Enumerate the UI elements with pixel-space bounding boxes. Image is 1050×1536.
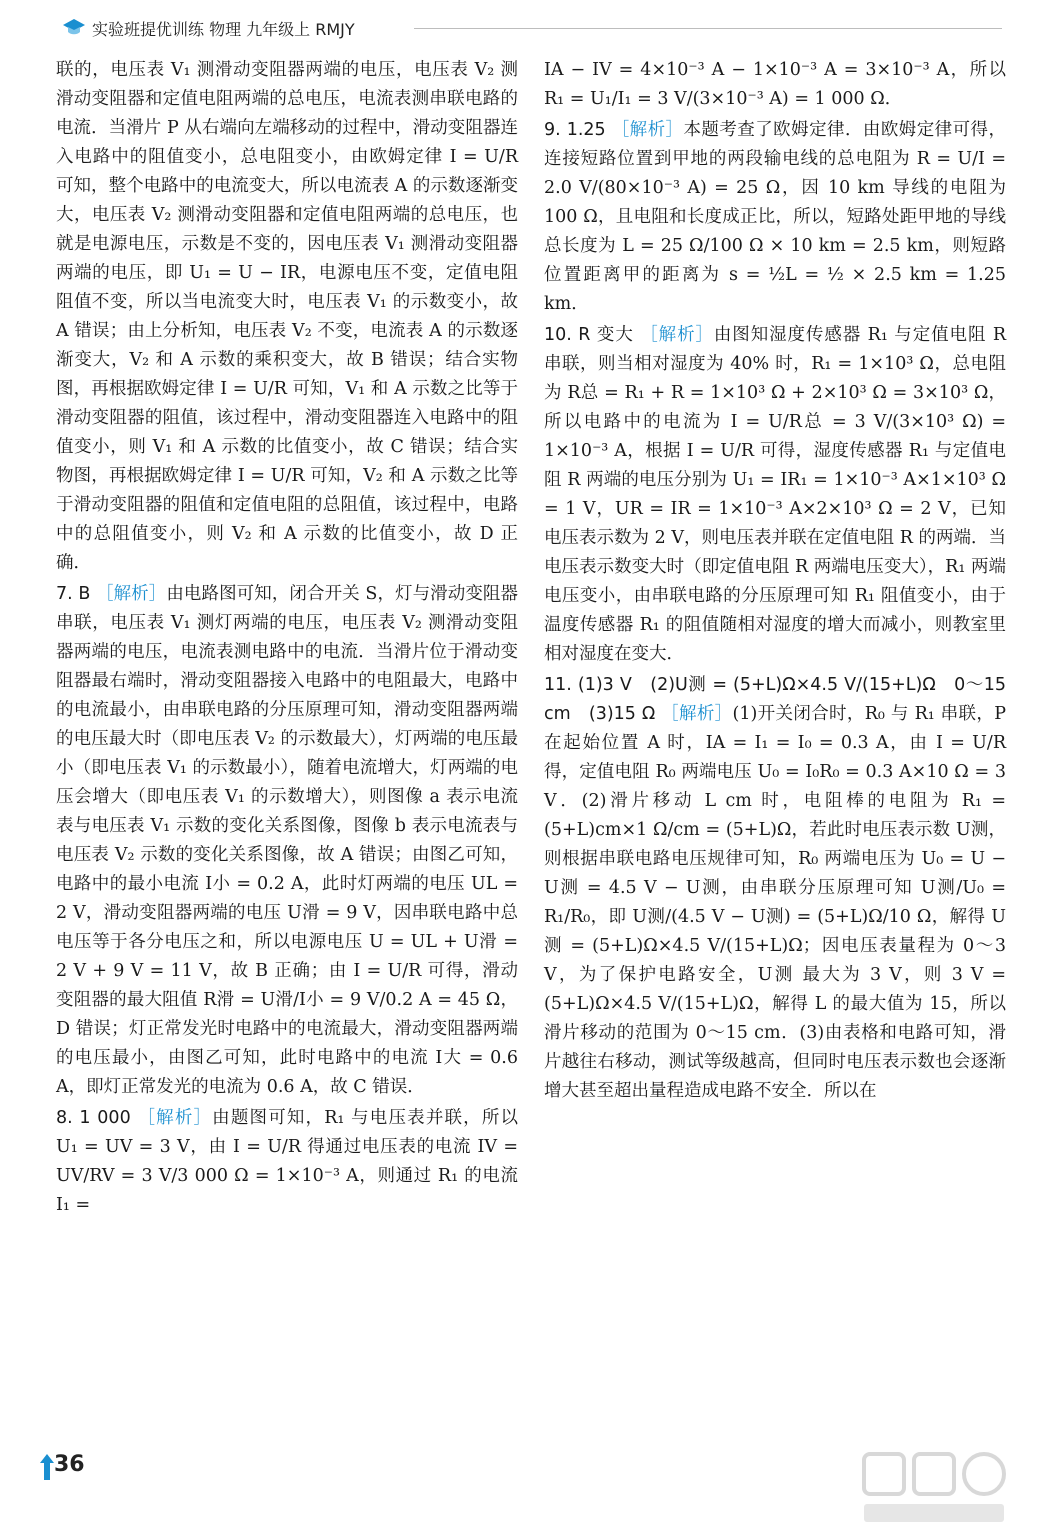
answer-text: 本题考查了欧姆定律．由欧姆定律可得，连接短路位置到甲地的两段输电线的总电阻为 R = U/I = 2.0 V/(80×10⁻³ A) = 25 Ω，因 10 km 导线的电阻为 100 Ω，且电阻和长度成正比，所以，短路处距甲地的导线总长度为 L = 25 Ω/100 Ω × 10 km = 2.5 km，则短路位置距离甲的距离为 s = ½L = ½ × 2.5 km = 1.25 km．: [544, 120, 1006, 314]
header-rule: [414, 28, 1002, 29]
analysis-tag: ［解析］: [137, 1108, 213, 1128]
answer-number: 8. 1 000: [56, 1108, 131, 1128]
answer-7: [56, 580, 518, 1102]
left-column: [56, 56, 518, 1222]
answer-text: 由图知湿度传感器 R₁ 与定值电阻 R 串联，则当相对湿度为 40% 时，R₁ = 1×10³ Ω，总电阻为 R总 = R₁ + R = 1×10³ Ω + 2×10³ Ω = 3×10³ Ω，所以电路中的电流为 I = U/R总 = 3 V/(3×10³ Ω) = 1×10⁻³ A，根据 I = U/R 可得，湿度传感器 R₁ 与定值电阻 R 两端的电压分别为 U₁ = IR₁ = 1×10⁻³ A×1×10³ Ω = 1 V，UR = IR = 1×10⁻³ A×2×10³ Ω = 2 V，已知电压表示数为 2 V，则电压表并联在定值电阻 R 的两端．当电压表示数变大时（即定值电阻 R 两端电压变大），R₁ 两端电压变小，由串联电路的分压原理可知 R₁ 阻值变小，由于温度传感器 R₁ 的阻值随相对湿度的增大而减小，则教室里相对湿度在变大．: [544, 325, 1006, 664]
answer-6-continued: 联的，电压表 V₁ 测滑动变阻器两端的电压，电压表 V₂ 测滑动变阻器和定值电阻两端的总电压，电流表测串联电路的电流．当滑片 P 从右端向左端移动的过程中，滑动变阻器连入电路中的阻值变小，总电阻变小，由欧姆定律 I = U/R 可知，整个电路中的电流变大，所以电流表 A 的示数逐渐变大，电压表 V₂ 测滑动变阻器和定值电阻两端的总电压，也就是电源电压，示数是不变的，因电压表 V₁ 测滑动变阻器两端的电压，即 U₁ = U − IR，电源电压不变，定值电阻阻值不变，所以当电流变大时，电压表 V₁ 的示数变小，故 A 错误；由上分析知，电压表 V₂ 不变，电流表 A 的示数逐渐变大，V₂ 和 A 示数的乘积变大，故 B 错误；结合实物图，再根据欧姆定律 I = U/R 可知，V₁ 和 A 示数之比等于滑动变阻器的阻值，该过程中，滑动变阻器连入电路中的阻值变小，则 V₁ 和 A 示数的比值变小，故 C 错误；结合实物图，再根据欧姆定律 I = U/R 可知，V₂ 和 A 示数之比等于滑动变阻器的阻值和定值电阻的总阻值，该过程中，电路中的总阻值变小，则 V₂ 和 A 示数的比值变小，故 D 正确．: [56, 60, 518, 573]
watermark-logo: [860, 1448, 1010, 1528]
analysis-tag: ［解析］: [96, 584, 167, 604]
analysis-tag: ［解析］: [640, 325, 714, 345]
page-number: [40, 1450, 90, 1484]
answer-8: [56, 1104, 518, 1220]
answer-number: 11. (1)3 V (2)U测 = (5+L)Ω×4.5 V/(15+L)Ω 0～15 cm (3)15 Ω: [544, 675, 1006, 724]
analysis-tag: ［解析］: [611, 120, 684, 140]
answer-number: 9. 1.25: [544, 120, 606, 140]
page-header: [62, 14, 1002, 44]
analysis-tag: ［解析］: [661, 704, 733, 724]
header-title: 实验班提优训练 物理 九年级上 RMJY: [92, 20, 355, 39]
right-column: [544, 56, 1006, 1108]
answer-text: 由电路图可知，闭合开关 S，灯与滑动变阻器串联，电压表 V₁ 测灯两端的电压，电压表 V₂ 测滑动变阻器两端的电压，电流表测电路中的电流．当滑片位于滑动变阻器最右端时，滑动变阻器接入电路中的电阻最大，电路中的电流最小，由串联电路的分压原理可知，滑动变阻器两端的电压最大时（即电压表 V₂ 的示数最大），灯两端的电压最小（即电压表 V₁ 的示数最小），随着电流增大，灯两端的电压会增大（即电压表 V₁ 的示数增大），则图像 a 表示电流表与电压表 V₁ 示数的变化关系图像，图像 b 表示电流表与电压表 V₂ 示数的变化关系图像，故 A 错误；由图乙可知，电路中的最小电流 I小 = 0.2 A，此时灯两端的电压 UL = 2 V，滑动变阻器两端的电压 U滑 = 9 V，因串联电路中总电压等于各分电压之和，所以电源电压 U = UL + U滑 = 2 V + 9 V = 11 V，故 B 正确；由 I = U/R 可得，滑动变阻器的最大阻值 R滑 = U滑/I小 = 9 V/0.2 A = 45 Ω，D 错误；灯正常发光时电路中的电流最大，滑动变阻器两端的电压最小，由图乙可知，此时电路中的电流 I大 = 0.6 A，即灯正常发光的电流为 0.6 A，故 C 错误．: [56, 584, 519, 1097]
answer-11: [544, 671, 1006, 1106]
answer-10: [544, 321, 1006, 669]
answer-9: [544, 116, 1006, 319]
answer-number: 10. R 变大: [544, 325, 634, 345]
page-number-text: 36: [54, 1452, 85, 1477]
answer-number: 7. B: [56, 584, 91, 604]
arrow-up-icon: [40, 1454, 54, 1480]
answer-8-continued: IA − IV = 4×10⁻³ A − 1×10⁻³ A = 3×10⁻³ A，所以 R₁ = U₁/I₁ = 3 V/(3×10⁻³ A) = 1 000 Ω．: [544, 60, 1006, 109]
answer-text: (1)开关闭合时，R₀ 与 R₁ 串联，P 在起始位置 A 时，IA = I₁ = I₀ = 0.3 A，由 I = U/R 得，定值电阻 R₀ 两端电压 U₀ = I₀R₀ = 0.3 A×10 Ω = 3 V．(2)滑片移动 L cm 时，电阻棒的电阻为 R₁ = (5+L)cm×1 Ω/cm = (5+L)Ω，若此时电压表示数 U测，则根据串联电路电压规律可知，R₀ 两端电压为 U₀ = U − U测 = 4.5 V − U测，由串联分压原理可知 U测/U₀ = R₁/R₀，即 U测/(4.5 V − U测) = (5+L)Ω/10 Ω，解得 U测 = (5+L)Ω×4.5 V/(15+L)Ω；因电压表量程为 0～3 V，为了保护电路安全，U测 最大为 3 V，则 3 V = (5+L)Ω×4.5 V/(15+L)Ω，解得 L 的最大值为 15，所以滑片移动的范围为 0～15 cm．(3)由表格和电路可知，滑片越往右移动，测试等级越高，但同时电压表示数也会逐渐增大甚至超出量程造成电路不安全．所以在: [544, 704, 1006, 1101]
graduation-cap-icon: [62, 16, 86, 40]
answer-text: 由题图可知，R₁ 与电压表并联，所以 U₁ = UV = 3 V，由 I = U/R 得通过电压表的电流 IV = UV/RV = 3 V/3 000 Ω = 1×10⁻³ A，则通过 R₁ 的电流 I₁ =: [56, 1108, 519, 1215]
